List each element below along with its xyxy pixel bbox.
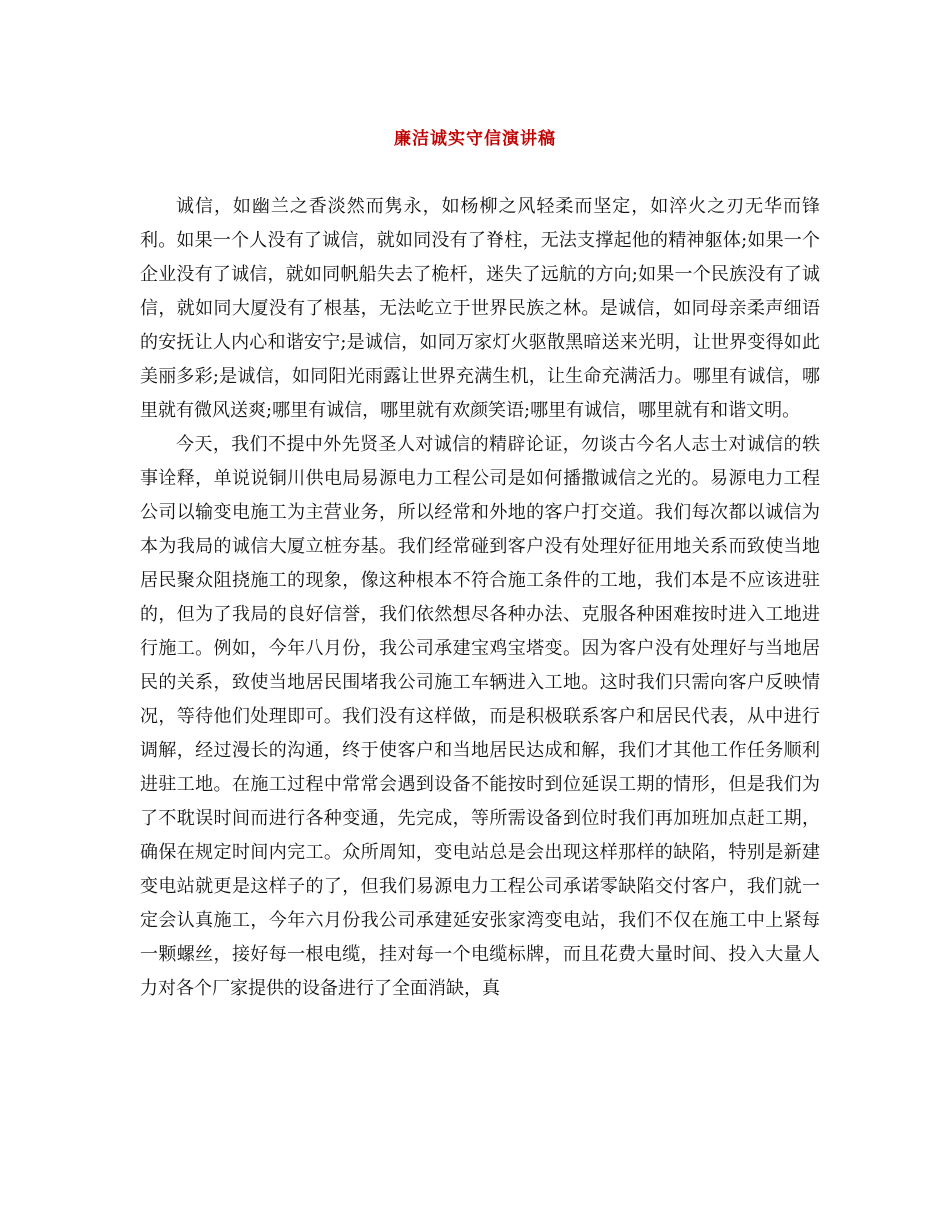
paragraph-2: 今天，我们不提中外先贤圣人对诚信的精辟论证，勿谈古今名人志士对诚信的轶事诠释，单说说铜川供电局易源电力工程公司是如何播撒诚信之光的。易源电力工程公司以输变电施工为主营业务，所以经常和外地的客户打交道。我们每次都以诚信为本为我局的诚信大厦立桩夯基。我们经常碰到客户没有处理好征用地关系而致使当地居民聚众阻挠施工的现象，像这种根本不符合施工条件的工地，我们本是不应该进驻的，但为了我局的良好信誉，我们依然想尽各种办法、克服各种困难按时进入工地进行施工。例如，今年八月份，我公司承建宝鸡宝塔变。因为客户没有处理好与当地居民的关系，致使当地居民围堵我公司施工车辆进入工地。这时我们只需向客户反映情况，等待他们处理即可。我们没有这样做，而是积极联系客户和居民代表，从中进行调解，经过漫长的沟通，终于使客户和当地居民达成和解，我们才其他工作任务顺利进驻工地。在施工过程中常常会遇到设备不能按时到位延误工期的情形，但是我们为了不耽误时间而进行各种变通，先完成，等所需设备到位时我们再加班加点赶工期，确保在规定时间内完工。众所周知，变电站总是会出现这样那样的缺陷，特别是新建变电站就更是这样子的了，但我们易源电力工程公司承诺零缺陷交付客户，我们就一定会认真施工，今年六月份我公司承建延安张家湾变电站，我们不仅在施工中上紧每一颗螺丝，接好每一根电缆，挂对每一个电缆标牌，而且花费大量时间、投入大量人力对各个厂家提供的设备进行了全面消缺，真 bbox=[140, 434, 820, 999]
document-body bbox=[140, 190, 820, 1006]
document-title: 廉洁诚实守信演讲稿 bbox=[394, 129, 556, 149]
paragraph-1: 诚信，如幽兰之香淡然而隽永，如杨柳之风轻柔而坚定，如淬火之刃无华而锋利。如果一个人没有了诚信，就如同没有了脊柱，无法支撑起他的精神躯体;如果一个企业没有了诚信，就如同帆船失去了桅杆，迷失了远航的方向;如果一个民族没有了诚信，就如同大厦没有了根基，无法屹立于世界民族之林。是诚信，如同母亲柔声细语的安抚让人内心和谐安宁;是诚信，如同万家灯火驱散黑暗送来光明，让世界变得如此美丽多彩;是诚信，如同阳光雨露让世界充满生机，让生命充满活力。哪里有诚信，哪里就有微风送爽;哪里有诚信，哪里就有欢颜笑语;哪里有诚信，哪里就有和谐文明。 bbox=[140, 196, 820, 421]
